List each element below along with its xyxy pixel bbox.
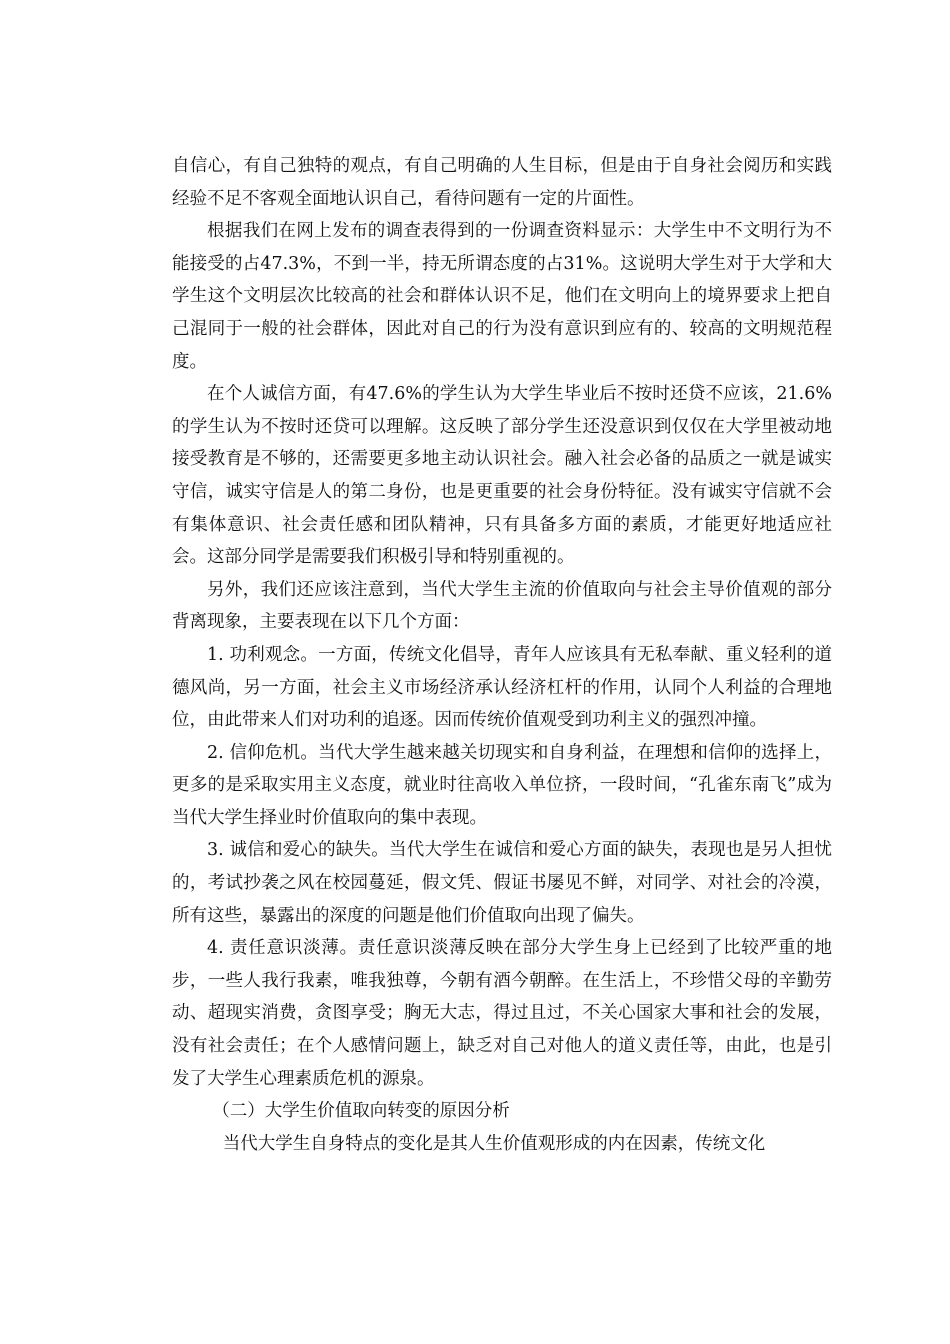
- paragraph-survey: 根据我们在网上发布的调查表得到的一份调查资料显示：大学生中不文明行为不能接受的占47.3%，不到一半，持无所谓态度的占31%。这说明大学生对于大学和大学生这个文明层次比较高的社会和群体认识不足，他们在文明向上的境界要求上把自己混同于一般的社会群体，因此对自己的行为没有意识到应有的、较高的文明规范程度。: [172, 221, 832, 372]
- list-item-integrity-loss: 3. 诚信和爱心的缺失。当代大学生在诚信和爱心方面的缺失，表现也是另人担忧的，考试抄袭之风在校园蔓延，假文凭、假证书屡见不鲜，对同学、对社会的冷漠，所有这些，暴露出的深度的问题是他们价值取向出现了偏失。: [172, 840, 832, 926]
- body-text: [172, 150, 832, 1160]
- paragraph-deviation-intro: 另外，我们还应该注意到，当代大学生主流的价值取向与社会主导价值观的部分背离现象，主要表现在以下几个方面：: [172, 579, 832, 633]
- section-heading: （二）大学生价值取向转变的原因分析: [212, 1101, 510, 1122]
- list-item-utilitarian: 1. 功利观念。一方面，传统文化倡导，青年人应该具有无私奉献、重义轻利的道德风尚，另一方面，社会主义市场经济承认经济杠杆的作用，认同个人利益的合理地位，由此带来人们对功利的追逐。因而传统价值观受到功利主义的强烈冲撞。: [172, 644, 832, 731]
- paragraph-continuation: 自信心，有自己独特的观点，有自己明确的人生目标，但是由于自身社会阅历和实践经验不足不客观全面地认识自己，看待问题有一定的片面性。: [172, 156, 832, 209]
- paragraph-integrity: 在个人诚信方面，有47.6%的学生认为大学生毕业后不按时还贷不应该，21.6%的学生认为不按时还贷可以理解。这反映了部分学生还没意识到仅仅在大学里被动地接受教育是不够的，还需要更多地主动认识社会。融入社会必备的品质之一就是诚实守信，诚实守信是人的第二身份，也是更重要的社会身份特征。没有诚实守信就不会有集体意识、社会责任感和团队精神，只有具备多方面的素质，才能更好地适应社会。这部分同学是需要我们积极引导和特别重视的。: [172, 384, 832, 568]
- list-item-belief-crisis: 2. 信仰危机。当代大学生越来越关切现实和自身利益，在理想和信仰的选择上，更多的是采取实用主义态度，就业时往高收入单位挤，一段时间，“孔雀东南飞”成为当代大学生择业时价值取向的集中表现。: [172, 742, 832, 828]
- paragraph-cause-analysis: 当代大学生自身特点的变化是其人生价值观形成的内在因素，传统文化: [222, 1133, 766, 1154]
- list-item-responsibility: 4. 责任意识淡薄。责任意识淡薄反映在部分大学生身上已经到了比较严重的地步，一些人我行我素，唯我独尊，今朝有酒今朝醉。在生活上，不珍惜父母的辛勤劳动、超现实消费，贪图享受；胸无大志，得过且过，不关心国家大事和社会的发展，没有社会责任；在个人感情问题上，缺乏对自己对他人的道义责任等，由此，也是引发了大学生心理素质危机的源泉。: [172, 938, 832, 1089]
